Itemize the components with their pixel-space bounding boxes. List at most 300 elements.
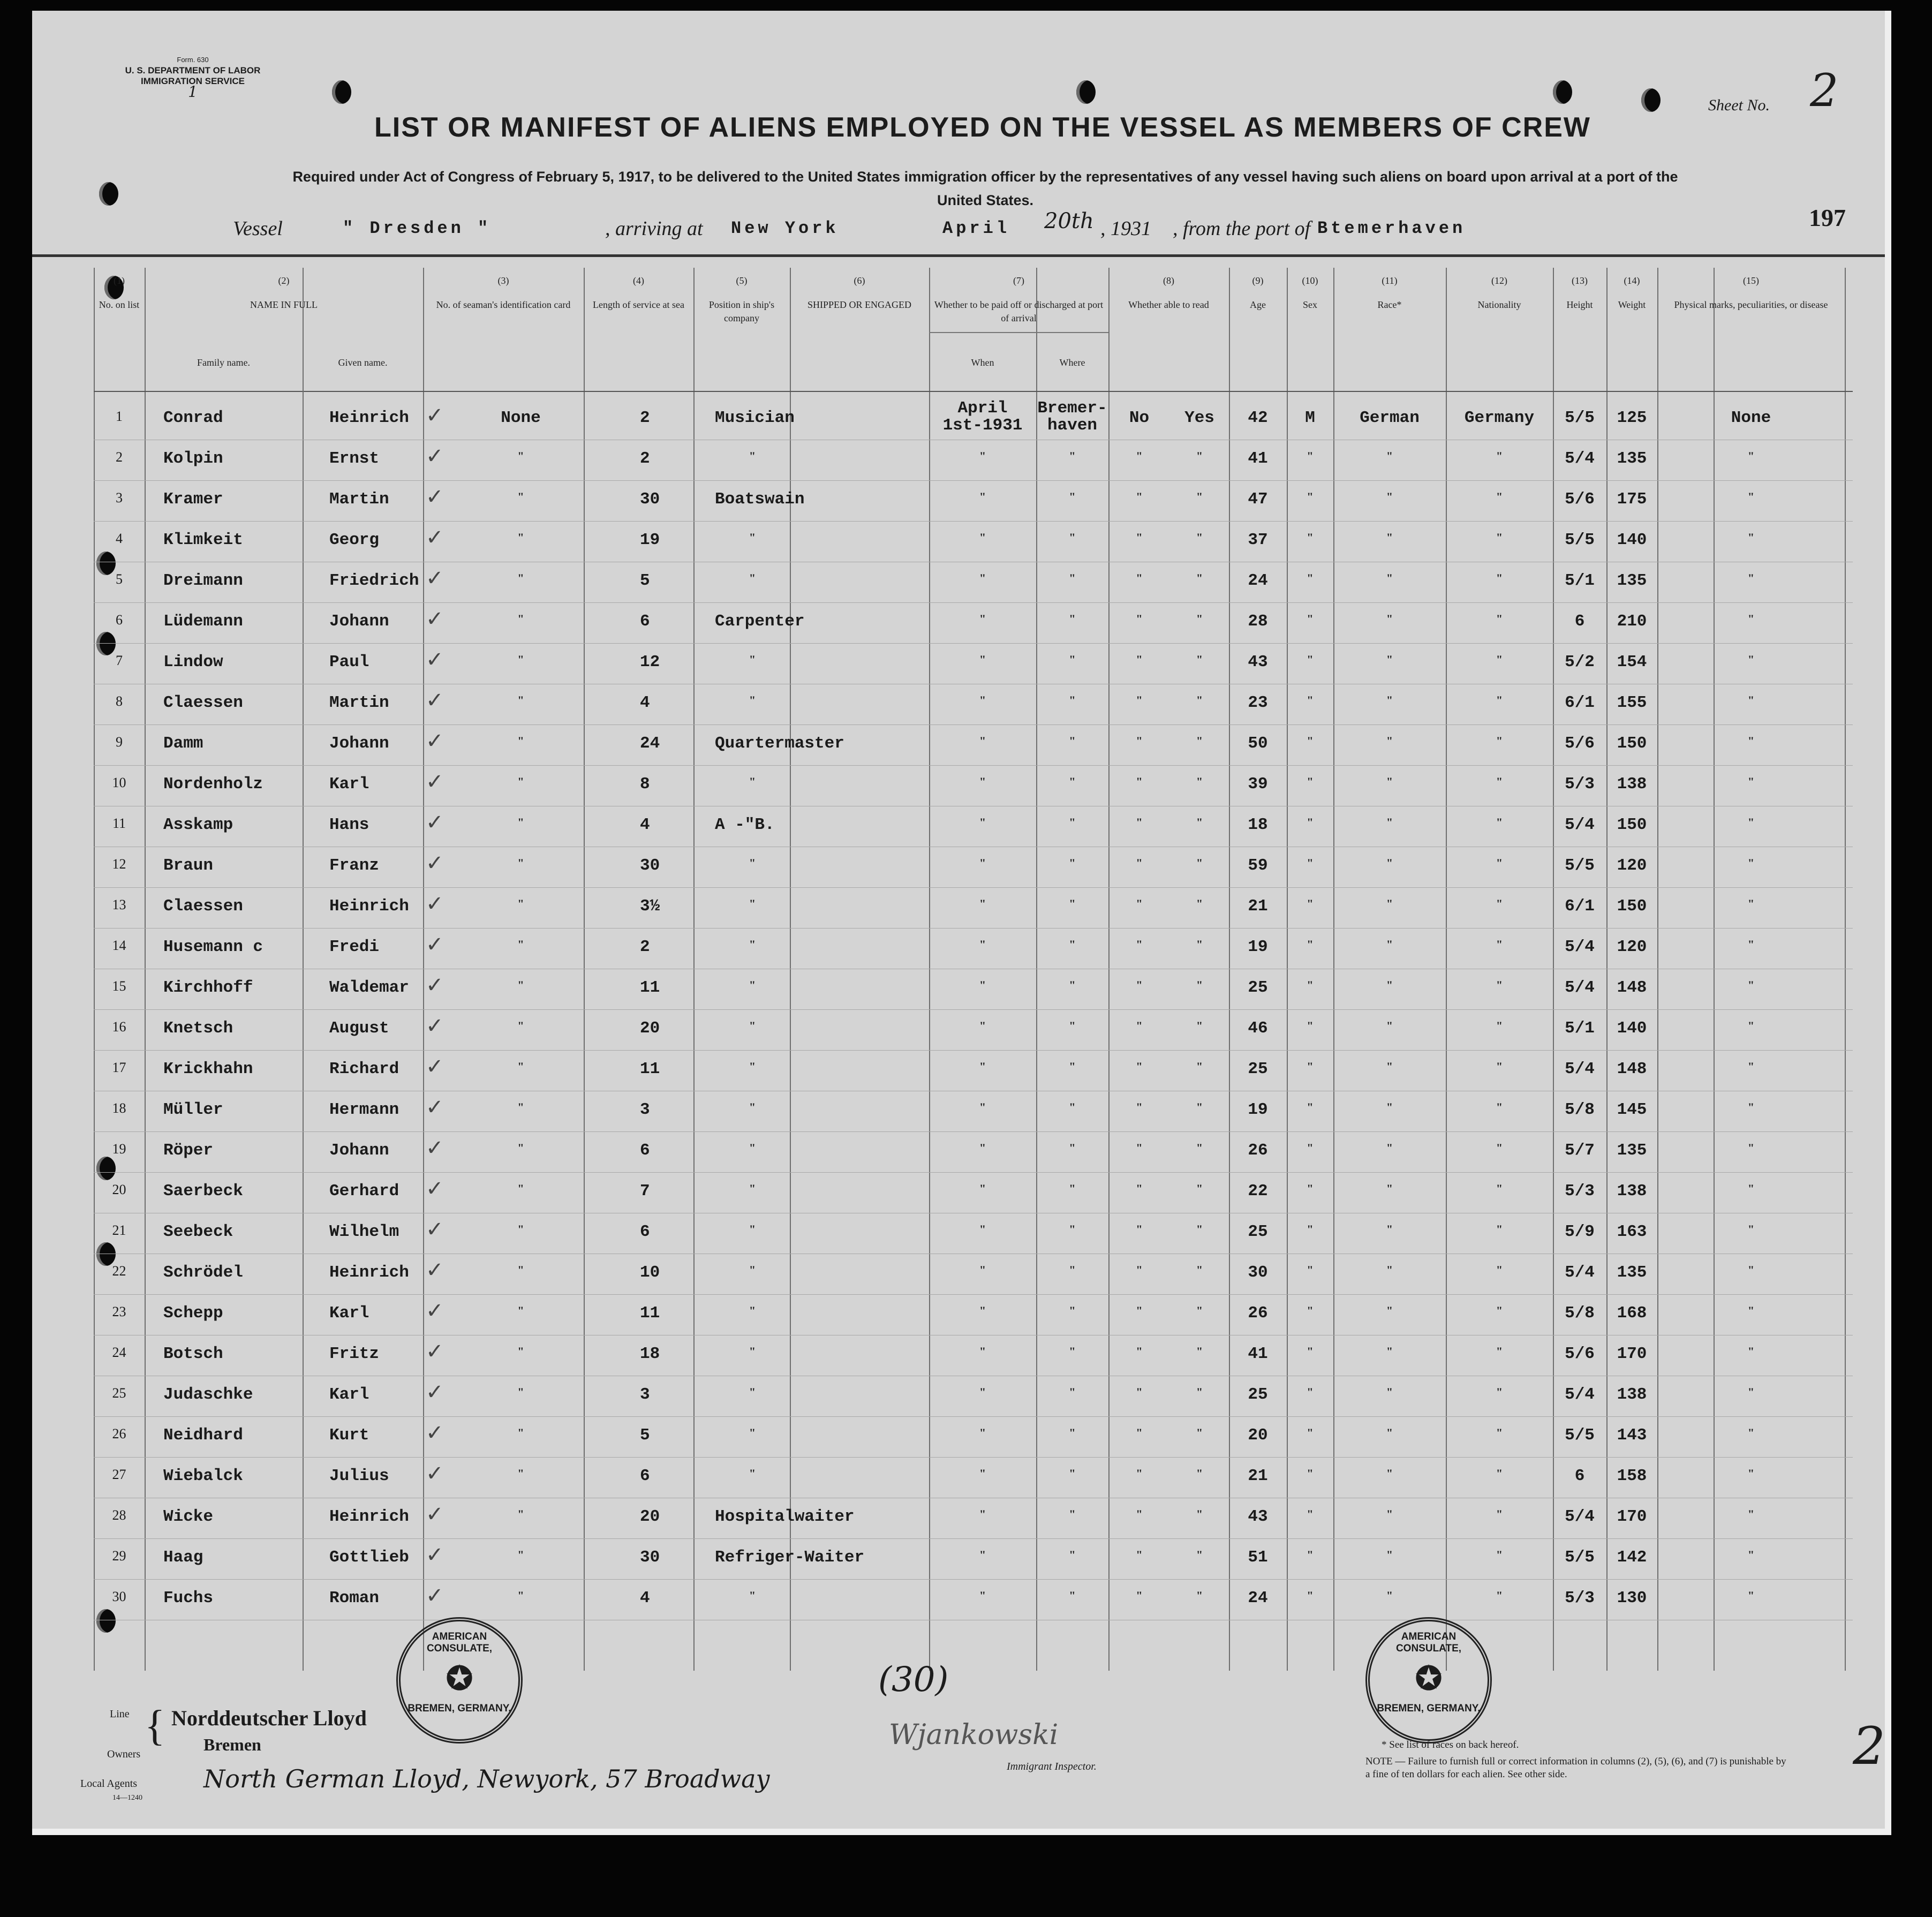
service-length: 30 (640, 1548, 660, 1567)
service-length: 2 (640, 409, 650, 427)
nationality-ditto: " (1496, 653, 1503, 666)
paid-off-ditto: " (1136, 1385, 1143, 1399)
family-name: Schrödel (163, 1263, 243, 1282)
arriving-label: , arriving at (605, 217, 703, 240)
punch-hole (1076, 80, 1096, 104)
column-number: (11) (1382, 275, 1398, 286)
sex-ditto: " (1307, 490, 1314, 503)
weight: 138 (1617, 1182, 1647, 1201)
check-mark-icon: ✓ (426, 1136, 444, 1160)
paid-off-ditto: " (1136, 449, 1143, 463)
column-label: Height (1566, 299, 1593, 310)
paid-off-ditto: " (1136, 1222, 1143, 1236)
table-row (94, 399, 1853, 440)
given-name: Franz (329, 856, 380, 875)
race-ditto: " (1386, 1345, 1393, 1358)
shipped-when-ditto: " (979, 1589, 986, 1602)
family-name: Kolpin (163, 449, 223, 468)
physical-marks-ditto: " (1747, 1589, 1755, 1602)
age: 51 (1248, 1548, 1268, 1567)
position-ditto: " (749, 571, 756, 585)
shipped-when-ditto: " (979, 734, 986, 748)
family-name: Nordenholz (163, 775, 263, 794)
position-ditto: " (749, 775, 756, 788)
position-ditto: " (749, 1222, 756, 1236)
shipped-where-ditto: " (1069, 1385, 1076, 1399)
card-number-ditto: " (517, 1100, 524, 1114)
paid-off-ditto: " (1136, 1589, 1143, 1602)
nationality-ditto: " (1496, 775, 1503, 788)
service-length: 3 (640, 1100, 650, 1119)
column-label: No. on list (99, 299, 140, 310)
position-ditto: " (749, 531, 756, 544)
physical-marks-ditto: " (1747, 1467, 1755, 1480)
nationality-ditto: " (1496, 1467, 1503, 1480)
paid-off: No (1129, 409, 1150, 427)
column-number: (14) (1624, 275, 1640, 286)
age: 41 (1248, 1345, 1268, 1363)
position: Musician (715, 409, 795, 427)
physical-marks-ditto: " (1747, 1019, 1755, 1032)
nationality-ditto: " (1496, 693, 1503, 707)
arrival-month: April (942, 218, 1010, 238)
table-row (94, 480, 1853, 522)
table-row (94, 1213, 1853, 1254)
column-number: (2) (278, 275, 290, 286)
height: 5/6 (1565, 1345, 1595, 1363)
sex-ditto: " (1307, 693, 1314, 707)
physical-marks-ditto: " (1747, 531, 1755, 544)
row-number: 29 (112, 1548, 126, 1564)
nationality-ditto: " (1496, 1141, 1503, 1154)
physical-marks-ditto: " (1747, 1182, 1755, 1195)
subheader-family: Family name. (197, 357, 250, 368)
position-ditto: " (749, 693, 756, 707)
physical-marks-ditto: " (1747, 490, 1755, 503)
shipped-where (1036, 400, 1108, 434)
column-header (1108, 274, 1229, 312)
row-number: 13 (112, 897, 126, 912)
table-row (94, 562, 1853, 603)
table-row (94, 1091, 1853, 1132)
paid-off-ditto: " (1136, 734, 1143, 748)
given-name: Heinrich (329, 409, 409, 427)
height: 6 (1574, 612, 1585, 631)
nationality-ditto: " (1496, 1222, 1503, 1236)
family-name: Asskamp (163, 816, 233, 834)
page-mark: 197 (1809, 204, 1846, 231)
family-name: Saerbeck (163, 1182, 243, 1201)
race-ditto: " (1386, 1263, 1393, 1277)
paid-off-ditto: " (1136, 938, 1143, 951)
shipped-when-ditto: " (979, 856, 986, 870)
family-name: Botsch (163, 1345, 223, 1363)
card-number-ditto: " (517, 653, 524, 666)
departure-port: Btemerhaven (1317, 218, 1466, 238)
paid-off-ditto: " (1136, 1019, 1143, 1032)
physical-marks-ditto: " (1747, 1548, 1755, 1561)
sex-ditto: " (1307, 531, 1314, 544)
family-name: Claessen (163, 897, 243, 916)
race-ditto: " (1386, 1385, 1393, 1399)
shipped-when-ditto: " (979, 1507, 986, 1521)
weight: 158 (1617, 1467, 1647, 1485)
card-number-ditto: " (517, 1060, 524, 1073)
position-ditto: " (749, 1141, 756, 1154)
age: 24 (1248, 1589, 1268, 1607)
paid-off-ditto: " (1136, 1345, 1143, 1358)
card-number-ditto: " (517, 1345, 524, 1358)
position: Refriger-Waiter (715, 1548, 865, 1567)
weight: 154 (1617, 653, 1647, 671)
weight: 135 (1617, 1141, 1647, 1160)
race-ditto: " (1386, 1060, 1393, 1073)
family-name: Lüdemann (163, 612, 243, 631)
position: Carpenter (715, 612, 805, 631)
race-ditto: " (1386, 1548, 1393, 1561)
shipped-where-ditto: " (1069, 531, 1076, 544)
table-row (94, 724, 1853, 766)
given-name: Gottlieb (329, 1548, 409, 1567)
shipped-where-ditto: " (1069, 1019, 1076, 1032)
shipped-when-ditto: " (979, 490, 986, 503)
service-length: 12 (640, 653, 660, 671)
row-number: 24 (112, 1345, 126, 1360)
nationality-ditto: " (1496, 1385, 1503, 1399)
check-mark-icon: ✓ (426, 1299, 444, 1323)
table-row (94, 969, 1853, 1010)
race-ditto: " (1386, 938, 1393, 951)
service-length: 19 (640, 531, 660, 549)
sex-ditto: " (1307, 816, 1314, 829)
paid-off-ditto: " (1136, 856, 1143, 870)
punch-hole (99, 182, 118, 206)
race-ditto: " (1386, 1182, 1393, 1195)
position-ditto: " (749, 1385, 756, 1399)
column-header (94, 274, 145, 312)
nationality-ditto: " (1496, 1100, 1503, 1114)
sex-ditto: " (1307, 856, 1314, 870)
check-mark-icon: ✓ (426, 1217, 444, 1242)
physical-marks-ditto: " (1747, 571, 1755, 585)
shipped-where-ditto: " (1069, 1182, 1076, 1195)
paid-off-ditto: " (1136, 775, 1143, 788)
table-row (94, 887, 1853, 929)
arrival-year: , 1931 (1100, 217, 1151, 240)
given-name: Heinrich (329, 1507, 409, 1526)
service-length: 5 (640, 571, 650, 590)
table-row (94, 847, 1853, 888)
card-number-ditto: " (517, 1385, 524, 1399)
physical-marks-ditto: " (1747, 1141, 1755, 1154)
shipped-where-ditto: " (1069, 897, 1076, 910)
able-to-read-ditto: " (1196, 1100, 1203, 1114)
shipped-where-line: haven (1047, 416, 1097, 435)
given-name: Richard (329, 1060, 399, 1078)
row-number: 30 (112, 1589, 126, 1604)
shipped-where-ditto: " (1069, 1345, 1076, 1358)
sex-ditto: " (1307, 1182, 1314, 1195)
vessel-name: " Dresden " (343, 218, 492, 238)
arrival-day: 20th (1044, 209, 1094, 233)
given-name: Kurt (329, 1426, 369, 1445)
nationality-ditto: " (1496, 1263, 1503, 1277)
column-header (1333, 274, 1446, 312)
shipped-where-ditto: " (1069, 1060, 1076, 1073)
nationality-ditto: " (1496, 531, 1503, 544)
sex-ditto: " (1307, 1507, 1314, 1521)
position: A -"B. (715, 816, 775, 834)
column-number: (4) (633, 275, 644, 286)
nationality-ditto: " (1496, 1060, 1503, 1073)
stamp-bottom-text: BREMEN, GERMANY. (407, 1703, 511, 1714)
weight: 125 (1617, 409, 1647, 427)
nationality-ditto: " (1496, 1548, 1503, 1561)
card-number-ditto: " (517, 816, 524, 829)
position-ditto: " (749, 897, 756, 910)
card-number-ditto: " (517, 938, 524, 951)
check-mark-icon: ✓ (426, 1380, 444, 1405)
shipped-when-ditto: " (979, 1426, 986, 1439)
physical-marks-ditto: " (1747, 1263, 1755, 1277)
check-mark-icon: ✓ (426, 403, 444, 428)
nationality-ditto: " (1496, 612, 1503, 625)
card-number-ditto: " (517, 1222, 524, 1236)
check-mark-icon: ✓ (426, 1583, 444, 1608)
paid-off-ditto: " (1136, 693, 1143, 707)
height: 5/3 (1565, 1182, 1595, 1201)
punch-hole (1641, 88, 1661, 112)
race-ditto: " (1386, 1467, 1393, 1480)
row-number: 19 (112, 1141, 126, 1157)
sex-ditto: " (1307, 1426, 1314, 1439)
column-header (790, 274, 929, 312)
row-number: 28 (112, 1507, 126, 1523)
row-number: 7 (116, 653, 123, 668)
height: 5/8 (1565, 1100, 1595, 1119)
race-ditto: " (1386, 816, 1393, 829)
given-name: Fritz (329, 1345, 380, 1363)
age: 42 (1248, 409, 1268, 427)
row-number: 8 (116, 693, 123, 709)
weight: 135 (1617, 1263, 1647, 1282)
family-name: Braun (163, 856, 214, 875)
race-ditto: " (1386, 1426, 1393, 1439)
check-mark-icon: ✓ (426, 851, 444, 876)
column-number: (9) (1252, 275, 1264, 286)
row-number: 27 (112, 1467, 126, 1482)
paid-off-ditto: " (1136, 653, 1143, 666)
column-number: (15) (1743, 275, 1759, 286)
given-name: Waldemar (329, 978, 409, 997)
subheader-given: Given name. (338, 357, 388, 368)
column-number: (3) (497, 275, 509, 286)
age: 19 (1248, 938, 1268, 956)
card-number-ditto: " (517, 978, 524, 992)
race-ditto: " (1386, 978, 1393, 992)
able-to-read-ditto: " (1196, 1426, 1203, 1439)
position-ditto: " (749, 1589, 756, 1602)
shipped-when-ditto: " (979, 1182, 986, 1195)
card-number-ditto: " (517, 856, 524, 870)
weight: 130 (1617, 1589, 1647, 1607)
sex-ditto: " (1307, 978, 1314, 992)
table-row (94, 1579, 1853, 1620)
paid-off-ditto: " (1136, 1426, 1143, 1439)
shipped-when-line: April (957, 399, 1008, 418)
weight: 138 (1617, 775, 1647, 794)
table-row (94, 1009, 1853, 1051)
position: Quartermaster (715, 734, 844, 753)
race-ditto: " (1386, 490, 1393, 503)
service-length: 20 (640, 1019, 660, 1038)
height: 5/1 (1565, 571, 1595, 590)
nationality-ditto: " (1496, 816, 1503, 829)
column-number: (13) (1572, 275, 1588, 286)
paid-off-ditto: " (1136, 571, 1143, 585)
position-ditto: " (749, 1345, 756, 1358)
column-number: (7) (1013, 275, 1024, 286)
service-length: 18 (640, 1345, 660, 1363)
card-number-ditto: " (517, 1141, 524, 1154)
table-row (94, 684, 1853, 725)
table-row (94, 1416, 1853, 1458)
height: 5/3 (1565, 775, 1595, 794)
physical-marks-ditto: " (1747, 1100, 1755, 1114)
able-to-read-ditto: " (1196, 1345, 1203, 1358)
service-length: 7 (640, 1182, 650, 1201)
weight: 140 (1617, 1019, 1647, 1038)
age: 43 (1248, 1507, 1268, 1526)
physical-marks-ditto: " (1747, 1385, 1755, 1399)
consulate-stamp (396, 1617, 523, 1744)
service: IMMIGRATION SERVICE (141, 76, 245, 86)
weight: 148 (1617, 1060, 1647, 1078)
family-name: Seebeck (163, 1222, 233, 1241)
weight: 150 (1617, 897, 1647, 916)
column-header (1229, 274, 1287, 312)
age: 30 (1248, 1263, 1268, 1282)
paid-off-ditto: " (1136, 1060, 1143, 1073)
height: 5/5 (1565, 1548, 1595, 1567)
paid-off-ditto: " (1136, 816, 1143, 829)
paid-off-ditto: " (1136, 1548, 1143, 1561)
height: 5/6 (1565, 734, 1595, 753)
shipped-when-ditto: " (979, 449, 986, 463)
sex-ditto: " (1307, 449, 1314, 463)
position-ditto: " (749, 1263, 756, 1277)
able-to-read-ditto: " (1196, 1467, 1203, 1480)
service-length: 4 (640, 693, 650, 712)
paid-off-ditto: " (1136, 490, 1143, 503)
column-header (423, 274, 584, 312)
service-length: 10 (640, 1263, 660, 1282)
paid-off-ditto: " (1136, 1182, 1143, 1195)
race-ditto: " (1386, 856, 1393, 870)
line-label: Line (110, 1708, 130, 1720)
row-number: 26 (112, 1426, 126, 1441)
physical-marks-ditto: " (1747, 1222, 1755, 1236)
given-name: Karl (329, 1304, 369, 1323)
paid-off-ditto: " (1136, 1507, 1143, 1521)
service-length: 6 (640, 1141, 650, 1160)
race-ditto: " (1386, 571, 1393, 585)
height: 5/4 (1565, 816, 1595, 834)
nationality-ditto: " (1496, 897, 1503, 910)
shipped-where-ditto: " (1069, 1100, 1076, 1114)
able-to-read-ditto: " (1196, 1141, 1203, 1154)
able-to-read-ditto: " (1196, 1385, 1203, 1399)
shipped-where-ditto: " (1069, 1467, 1076, 1480)
race-ditto: " (1386, 531, 1393, 544)
column-number: (12) (1491, 275, 1507, 286)
row-number: 12 (112, 856, 126, 872)
age: 47 (1248, 490, 1268, 509)
nationality-ditto: " (1496, 1304, 1503, 1317)
able-to-read-ditto: " (1196, 1304, 1203, 1317)
service-length: 3 (640, 1385, 650, 1404)
check-mark-icon: ✓ (426, 1258, 444, 1282)
nationality-ditto: " (1496, 1019, 1503, 1032)
family-name: Conrad (163, 409, 223, 427)
card-number-ditto: " (517, 693, 524, 707)
races-note: * See list of races on back hereof. (1382, 1739, 1519, 1750)
crew-count: (30) (878, 1660, 949, 1700)
age: 25 (1248, 1385, 1268, 1404)
column-number: (1) (114, 275, 125, 286)
service-length: 30 (640, 490, 660, 509)
arrival-port: New York (731, 218, 839, 238)
height: 6/1 (1565, 693, 1595, 712)
form-mark: 1 (188, 83, 198, 101)
given-name: Gerhard (329, 1182, 399, 1201)
age: 28 (1248, 612, 1268, 631)
subheader-where: Where (1059, 357, 1085, 368)
card-number-ditto: " (517, 1548, 524, 1561)
form-header (96, 55, 289, 101)
shipped-when-ditto: " (979, 1304, 986, 1317)
service-length: 6 (640, 612, 650, 631)
column-header (929, 274, 1108, 325)
shipped-where-ditto: " (1069, 816, 1076, 829)
header-rule (94, 391, 1853, 392)
sex-ditto: " (1307, 571, 1314, 585)
table-row (94, 1172, 1853, 1213)
race-ditto: " (1386, 653, 1393, 666)
given-name: Heinrich (329, 1263, 409, 1282)
shipped-where-ditto: " (1069, 490, 1076, 503)
table-row (94, 1254, 1853, 1295)
age: 25 (1248, 1222, 1268, 1241)
row-number: 5 (116, 571, 123, 587)
service-length: 3½ (640, 897, 660, 916)
service-length: 30 (640, 856, 660, 875)
given-name: Friedrich (329, 571, 419, 590)
row-number: 25 (112, 1385, 126, 1401)
given-name: Julius (329, 1467, 389, 1485)
height: 5/5 (1565, 409, 1595, 427)
position-ditto: " (749, 653, 756, 666)
nationality: Germany (1464, 409, 1535, 427)
column-label: Physical marks, peculiarities, or disease (1674, 299, 1828, 310)
shipped-when-ditto: " (979, 612, 986, 625)
age: 19 (1248, 1100, 1268, 1119)
given-name: Johann (329, 612, 389, 631)
able-to-read-ditto: " (1196, 490, 1203, 503)
height: 5/4 (1565, 938, 1595, 956)
inspector-label: Immigrant Inspector. (1007, 1761, 1097, 1772)
column-number: (6) (854, 275, 865, 286)
